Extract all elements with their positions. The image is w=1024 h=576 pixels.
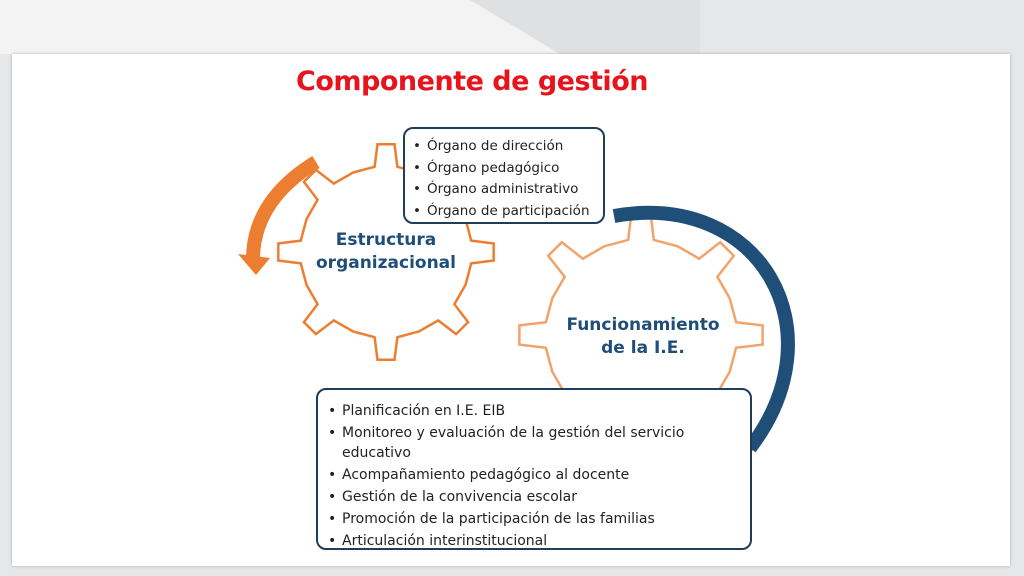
list-item: • Planificación en I.E. EIB (326, 401, 742, 421)
organs-list (411, 136, 597, 222)
list-item: • Articulación interinstitucional (326, 531, 742, 551)
list-item: • Órgano pedagógico (411, 158, 597, 180)
gear-left-label-line1: Estructura (335, 230, 437, 250)
list-item: • Órgano administrativo (411, 179, 597, 201)
list-item: • Acompañamiento pedagógico al docente (326, 465, 742, 485)
list-item: • Gestión de la convivencia escolar (326, 487, 742, 507)
gear-right-label (558, 314, 728, 360)
page-title: Componente de gestión (296, 66, 648, 97)
list-item: • Promoción de la participación de las familias (326, 509, 742, 529)
list-item: • Órgano de dirección (411, 136, 597, 158)
organs-list-box (403, 127, 605, 224)
gear-left-label-line2: organizacional (316, 253, 456, 273)
list-item: • Monitoreo y evaluación de la gestión del servicio educativo (326, 423, 742, 463)
gear-right-label-line2: de la I.E. (601, 338, 685, 358)
gear-right-label-line1: Funcionamiento (566, 315, 720, 335)
list-item: • Órgano de participación (411, 201, 597, 223)
functions-list-box (316, 388, 752, 550)
functions-list (326, 401, 742, 551)
gear-left-label (306, 229, 466, 275)
